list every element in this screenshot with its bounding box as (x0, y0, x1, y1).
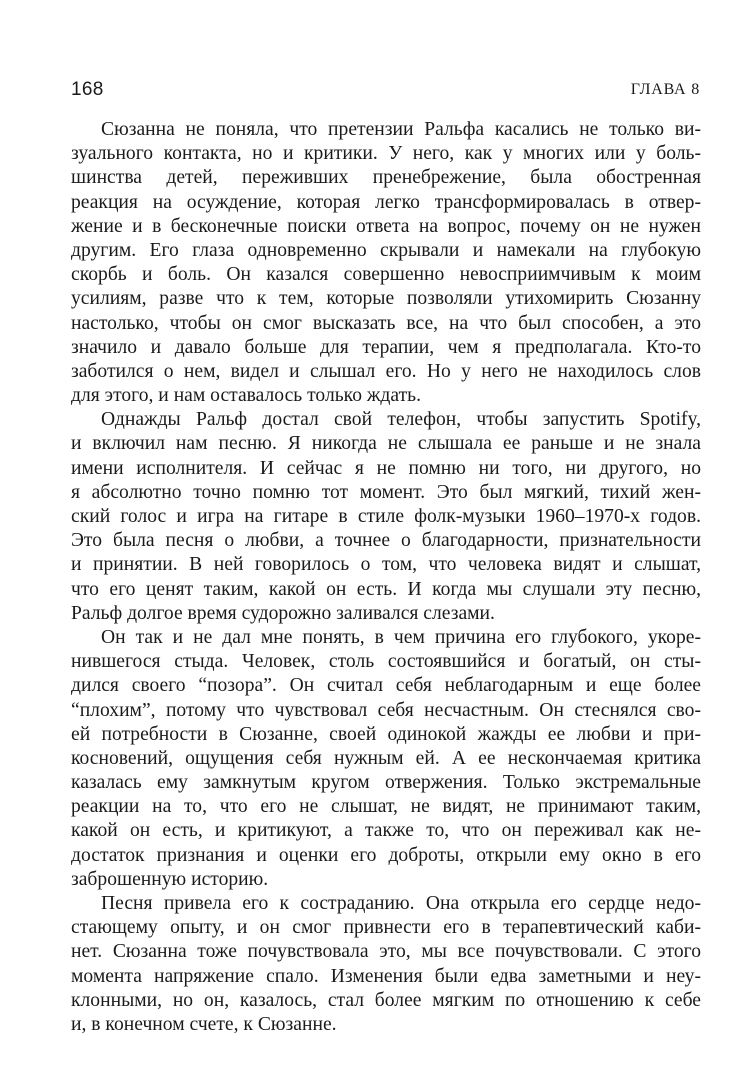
page-header (71, 76, 700, 104)
text-line: шинства детей, переживших пренебрежение, была обостренная (71, 167, 701, 189)
text-line: Сюзанна не поняла, что претензии Ральфа касались не только ви- (101, 119, 701, 140)
text-line: другим. Его глаза одновременно скрывали и намекали на глубокую (71, 239, 701, 261)
text-line: зуального контакта, но и критики. У него, как у многих или у боль- (71, 143, 701, 165)
text-line: реакции на то, что его не слышат, не видят, не принимают таким, (71, 796, 701, 818)
text-line: настолько, чтобы он смог высказать все, на что был способен, а это (71, 312, 701, 334)
paragraph-1 (71, 118, 701, 408)
text-line: дился своего “позора”. Он считал себя неблагодарным и еще более (71, 675, 701, 697)
text-line: усилиям, разве что к тем, которые позволяли утихомирить Сюзанну (71, 288, 701, 310)
paragraph-3 (71, 626, 701, 892)
text-line: имени исполнителя. И сейчас я не помню ни того, ни другого, но (71, 457, 701, 479)
text-line: Он так и не дал мне понять, в чем причина его глубокого, укоре- (101, 626, 701, 648)
text-line: достаток признания и оценки его доброты, открыли ему окно в его (71, 844, 701, 866)
text-line: косновений, ощущения себя нужным ей. А ее нескончаемая критика (71, 747, 701, 769)
body-text (71, 118, 701, 1037)
text-line: нившегося стыда. Человек, столь состоявшийся и богатый, он сты- (71, 651, 701, 673)
text-line: Ральф долгое время судорожно заливался слезами. (71, 602, 495, 624)
text-line: ский голос и игра на гитаре в стиле фолк-музыки 1960–1970-х годов. (71, 506, 701, 527)
chapter-title: ГЛАВА 8 (630, 81, 700, 98)
text-line: стающему опыту, и он смог привнести его в терапевтический каби- (71, 917, 701, 939)
text-line: для этого, и нам оставалось только ждать. (71, 385, 421, 407)
text-line: какой он есть, и критикуют, а также то, что он переживал как не- (71, 820, 701, 842)
text-line: Песня привела его к состраданию. Она открыла его сердце недо- (101, 893, 701, 914)
text-line: реакция на осуждение, которая легко трансформировалась в отвер- (71, 191, 701, 213)
text-line: и включил нам песню. Я никогда не слышала ее раньше и не знала (71, 433, 701, 455)
text-line: что его ценят таким, какой он есть. И когда мы слушали эту песню, (71, 578, 701, 600)
text-line: и принятии. В ней говорилось о том, что человека видят и слышат, (71, 554, 701, 576)
text-line: ей потребности в Сюзанне, своей одинокой жажды ее любви и при- (71, 723, 701, 745)
text-line: и, в конечном счете, к Сюзанне. (71, 1013, 337, 1035)
text-line: я абсолютно точно помню тот момент. Это был мягкий, тихий жен- (71, 481, 701, 503)
paragraph-2 (71, 408, 701, 626)
text-line: Это была песня о любви, а точнее о благодарности, признательности (71, 530, 701, 552)
text-line: Однажды Ральф достал свой телефон, чтобы запустить Spotify, (101, 409, 701, 431)
text-line: значило и давало больше для терапии, чем я предполагала. Кто-то (71, 336, 701, 358)
text-line: нет. Сюзанна тоже почувствовала это, мы все почувствовали. С этого (71, 941, 701, 963)
text-line: казалась ему замкнутым кругом отвержения. Только экстремальные (71, 772, 701, 794)
text-line: клонными, но он, казалось, стал более мягким по отношению к себе (71, 989, 701, 1011)
text-line: момента напряжение спало. Изменения были едва заметными и неу- (71, 965, 701, 987)
text-line: заброшенную историю. (71, 868, 269, 890)
text-line: заботился о нем, видел и слышал его. Но у него не находилось слов (71, 360, 701, 382)
text-line: “плохим”, потому что чувствовал себя несчастным. Он стеснялся сво- (71, 699, 701, 721)
text-line: скорбь и боль. Он казался совершенно невосприимчивым к моим (71, 264, 701, 286)
page-number: 168 (71, 79, 104, 100)
text-line: жение и в бесконечные поиски ответа на вопрос, почему он не нужен (71, 215, 701, 237)
paragraph-4 (71, 892, 701, 1037)
